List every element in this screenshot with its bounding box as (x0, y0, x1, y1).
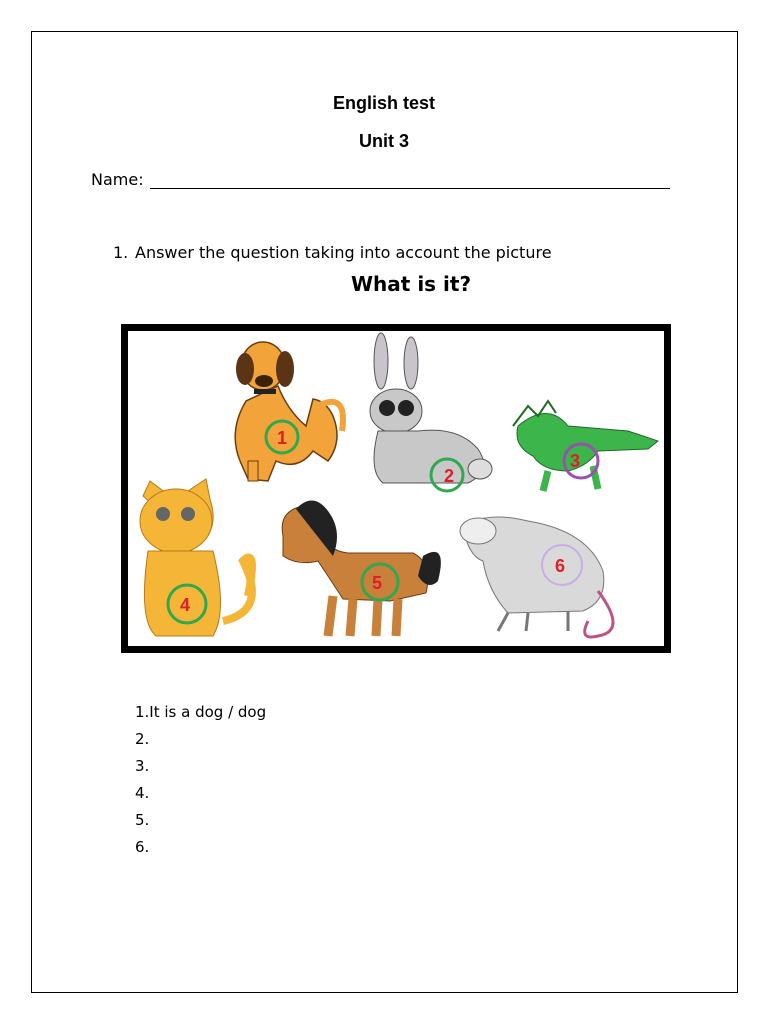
name-field[interactable] (150, 170, 670, 189)
marker-label-6: 6 (554, 556, 566, 576)
answer-line-2[interactable]: 2. (135, 730, 150, 748)
question-number: 1. (113, 243, 129, 262)
cat-image (140, 479, 252, 636)
opossum-image (460, 517, 613, 637)
answer-line-1[interactable]: 1.It is a dog / dog (135, 703, 267, 721)
marker-label-2: 2 (443, 466, 455, 486)
marker-label-4: 4 (179, 595, 191, 615)
prompt-heading: What is it? (351, 272, 472, 296)
unit-title: Unit 3 (358, 131, 409, 151)
question-1 (113, 243, 552, 262)
marker-label-1: 1 (276, 428, 288, 448)
animal-picture (121, 324, 671, 653)
question-text: Answer the question taking into account the picture (135, 243, 552, 262)
rabbit-image (370, 333, 492, 483)
horse-image (282, 500, 441, 636)
animal-illustration (128, 331, 664, 646)
marker-label-3: 3 (569, 451, 581, 471)
answer-line-4[interactable]: 4. (135, 784, 150, 802)
dog-image (235, 342, 343, 481)
answer-list (135, 702, 266, 864)
answer-line-6[interactable]: 6. (135, 838, 150, 856)
name-label: Name: (91, 170, 144, 189)
name-row (91, 170, 670, 189)
answer-line-3[interactable]: 3. (135, 757, 150, 775)
answer-line-5[interactable]: 5. (135, 811, 150, 829)
marker-label-5: 5 (371, 573, 383, 593)
test-title: English test (332, 93, 435, 113)
